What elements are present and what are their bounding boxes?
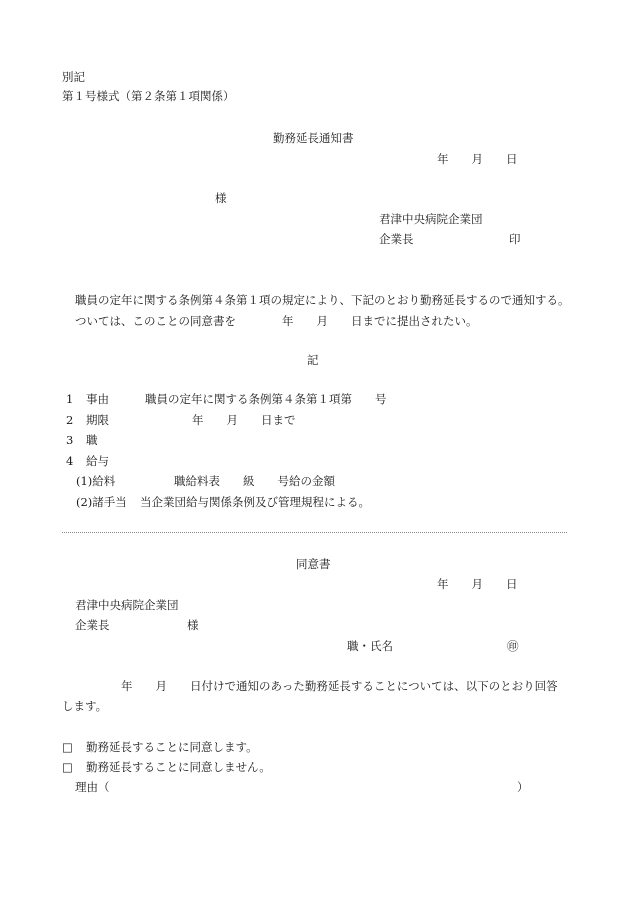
- consent-body-line2: します。: [62, 699, 108, 713]
- item-number: 1: [66, 392, 74, 406]
- issuer-seal: 印: [509, 232, 521, 246]
- reason-label: 理由（: [75, 780, 110, 794]
- item-number: 3: [66, 433, 74, 447]
- notice-date-line: 年 月 日: [437, 152, 518, 166]
- cut-line-divider: [62, 532, 567, 533]
- recipient-suffix: 様: [187, 618, 199, 632]
- sub-item-value: 当企業団給与関係条例及び管理規程による。: [140, 495, 370, 509]
- form-number: 第１号様式（第２条第１項関係）: [62, 89, 235, 103]
- reason-close-paren: ）: [517, 780, 529, 794]
- option-label: 勤務延長することに同意します。: [86, 740, 258, 754]
- recipient-title: 企業長: [75, 618, 110, 632]
- checkbox-icon[interactable]: □: [62, 760, 73, 774]
- consent-date-line: 年 月 日: [437, 577, 518, 591]
- sub-item-label: (1)給料: [76, 474, 116, 488]
- issuer-title: 企業長: [379, 232, 414, 246]
- item-label: 給与: [86, 454, 109, 468]
- item-number: 4: [66, 454, 74, 468]
- item-label: 職: [86, 433, 98, 447]
- issuer-org: 君津中央病院企業団: [379, 212, 483, 226]
- signer-seal: ㊞: [507, 639, 519, 653]
- addressee-suffix: 様: [215, 191, 227, 205]
- item-label: 事由: [86, 392, 109, 406]
- item-value: 年 月 日まで: [192, 413, 296, 427]
- sub-item-value: 職給料表 級 号給の金額: [174, 474, 335, 488]
- consent-body-line1: 年 月 日付けで通知のあった勤務延長することについては、以下のとおり回答: [121, 679, 558, 693]
- sub-item-label: (2)諸手当: [76, 495, 127, 509]
- item-number: 2: [66, 413, 74, 427]
- consent-title: 同意書: [296, 557, 331, 571]
- ki-heading: 記: [307, 353, 319, 367]
- recipient-org: 君津中央病院企業団: [75, 598, 179, 612]
- notice-body-line1: 職員の定年に関する条例第４条第１項の規定により、下記のとおり勤務延長するので通知する。: [75, 293, 570, 307]
- item-label: 期限: [86, 413, 109, 427]
- checkbox-icon[interactable]: □: [62, 740, 73, 754]
- notice-body-line2: ついては、このことの同意書を 年 月 日までに提出されたい。: [75, 314, 478, 328]
- option-label: 勤務延長することに同意しません。: [86, 760, 271, 774]
- annex-label: 別記: [62, 70, 85, 84]
- signer-label: 職・氏名: [347, 639, 393, 653]
- item-value: 職員の定年に関する条例第４条第１項第 号: [145, 392, 387, 406]
- notice-title: 勤務延長通知書: [273, 131, 354, 145]
